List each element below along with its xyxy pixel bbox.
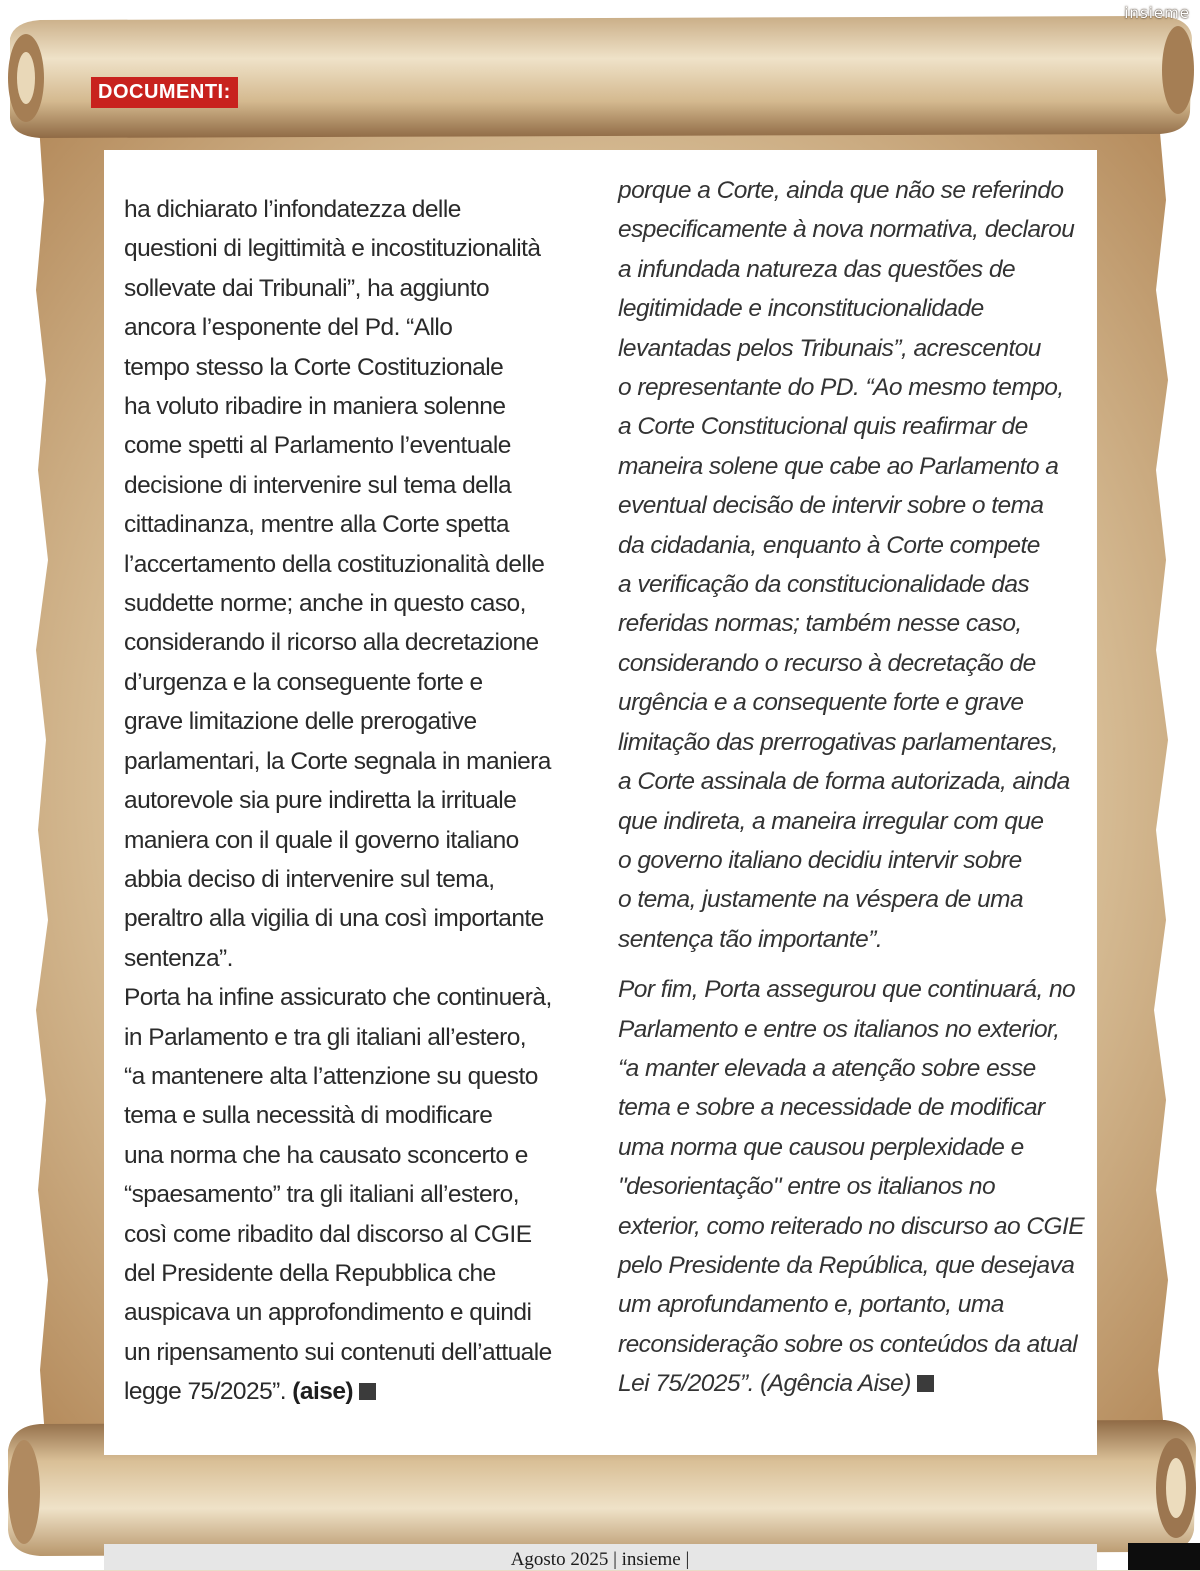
portuguese-text-line: o governo italiano decidiu intervir sobre xyxy=(618,846,1022,874)
portuguese-text-line: eventual decisão de intervir sobre o tema xyxy=(618,492,1044,520)
portuguese-text-line: sentença tão importante”. xyxy=(618,925,883,953)
italian-text-line: una norma che ha causato sconcerto e xyxy=(124,1141,528,1169)
italian-text-line: autorevole sia pure indiretta la irrituale xyxy=(124,787,517,815)
italian-text-line: come spetti al Parlamento l’eventuale xyxy=(124,432,511,460)
footer-folio: Agosto 2025 | insieme | xyxy=(510,1549,690,1570)
portuguese-text-line: o representante do PD. “Ao mesmo tempo, xyxy=(618,374,1064,402)
italian-text-line: decisione di intervenire sul tema della xyxy=(124,471,512,499)
portuguese-last-text: Lei 75/2025”. (Agência Aise) xyxy=(618,1370,911,1398)
portuguese-text-line: a verificação da constitucionalidade das xyxy=(618,571,1030,599)
portuguese-text-line: legitimidade e inconstitucionalidade xyxy=(618,295,984,323)
italian-text-line: ancora l’esponente del Pd. “Allo xyxy=(124,314,453,342)
portuguese-text-line: "desorientação" entre os italianos no xyxy=(618,1173,996,1201)
section-tag: DOCUMENTI: xyxy=(91,77,238,108)
portuguese-text-line: pelo Presidente da República, que desejava xyxy=(618,1251,1075,1279)
italian-text-line: del Presidente della Repubblica che xyxy=(124,1259,496,1287)
footer-page-block xyxy=(1128,1543,1200,1570)
portuguese-text-line: limitação das prerrogativas parlamentares, xyxy=(618,728,1058,756)
end-of-article-square-icon xyxy=(917,1375,934,1392)
italian-text-line: grave limitazione delle prerogative xyxy=(124,708,477,736)
portuguese-text-line: reconsideração sobre os conteúdos da atual xyxy=(618,1330,1078,1358)
portuguese-text-line: referidas normas; também nesse caso, xyxy=(618,610,1022,638)
brand-logo: insieme xyxy=(1124,4,1190,22)
italian-text-line: maniera con il quale il governo italiano xyxy=(124,826,519,854)
italian-text-line: così come ribadito dal discorso al CGIE xyxy=(124,1220,532,1248)
portuguese-text-line: urgência e a consequente forte e grave xyxy=(618,689,1024,717)
italian-text-line: parlamentari, la Corte segnala in maniera xyxy=(124,747,551,775)
italian-text-line: questioni di legittimità e incostituzionalità xyxy=(124,235,541,263)
portuguese-text-line: porque a Corte, ainda que não se referindo xyxy=(618,177,1064,204)
italian-text-line: auspicava un approfondimento e quindi xyxy=(124,1299,532,1327)
italian-text-line: l’accertamento della costituzionalità delle xyxy=(124,550,545,578)
italian-column xyxy=(124,190,574,1412)
portuguese-closing-line xyxy=(618,1364,1078,1403)
italian-text-line: in Parlamento e tra gli italiani all’estero, xyxy=(124,1023,527,1051)
source-credit: (aise) xyxy=(292,1378,353,1406)
portuguese-text-line: uma norma que causou perplexidade e xyxy=(618,1133,1024,1161)
italian-text-line: “a mantenere alta l’attenzione su questo xyxy=(124,1062,538,1090)
portuguese-text-line: a Corte Constitucional quis reafirmar de xyxy=(618,413,1028,441)
portuguese-text-line: Parlamento e entre os italianos no exterior, xyxy=(618,1015,1060,1043)
italian-text-line: abbia deciso di intervenire sul tema, xyxy=(124,865,495,893)
portuguese-text-line: exterior, como reiterado no discurso ao CGIE xyxy=(618,1212,1085,1240)
italian-text-line: ha voluto ribadire in maniera solenne xyxy=(124,393,506,421)
italian-text-line: d’urgenza e la conseguente forte e xyxy=(124,668,483,696)
portuguese-column xyxy=(618,171,1085,1404)
italian-text-line: tema e sulla necessità di modificare xyxy=(124,1102,493,1130)
paragraph-gap xyxy=(618,959,1078,970)
portuguese-text-line: maneira solene que cabe ao Parlamento a xyxy=(618,452,1059,480)
italian-text-line: cittadinanza, mentre alla Corte spetta xyxy=(124,511,509,539)
portuguese-text-line: tema e sobre a necessidade de modificar xyxy=(618,1094,1045,1122)
portuguese-text-line: Por fim, Porta assegurou que continuará, no xyxy=(618,976,1076,1004)
italian-text-line: sentenza”. xyxy=(124,944,233,972)
italian-text-line: considerando il ricorso alla decretazione xyxy=(124,629,539,657)
portuguese-text-line: considerando o recurso à decretação de xyxy=(618,649,1036,677)
portuguese-text-line: “a manter elevada a atenção sobre esse xyxy=(618,1054,1036,1082)
portuguese-text-line: um aprofundamento e, portanto, uma xyxy=(618,1291,1004,1319)
italian-text-line: “spaesamento” tra gli italiani all’estero, xyxy=(124,1181,519,1209)
italian-text-line: peraltro alla vigilia di una così importante xyxy=(124,905,544,933)
italian-text-line: Porta ha infine assicurato che continuerà, xyxy=(124,984,552,1012)
italian-text-line: tempo stesso la Corte Costituzionale xyxy=(124,353,504,381)
portuguese-text-line: levantadas pelos Tribunais”, acrescentou xyxy=(618,334,1041,362)
italian-closing-line xyxy=(124,1372,574,1411)
italian-text-line: sollevate dai Tribunali”, ha aggiunto xyxy=(124,274,490,302)
portuguese-text-line: o tema, justamente na véspera de uma xyxy=(618,886,1024,914)
portuguese-text-line: especificamente à nova normativa, declarou xyxy=(618,216,1075,244)
portuguese-text-line: a Corte assinala de forma autorizada, ainda xyxy=(618,768,1070,796)
portuguese-text-line: da cidadania, enquanto à Corte compete xyxy=(618,531,1040,559)
italian-text-line: suddette norme; anche in questo caso, xyxy=(124,590,526,618)
portuguese-text-line: que indireta, a maneira irregular com que xyxy=(618,807,1044,835)
italian-text-line: ha dichiarato l’infondatezza delle xyxy=(124,196,461,223)
italian-last-text: legge 75/2025”. xyxy=(124,1378,293,1406)
end-of-article-square-icon xyxy=(359,1383,376,1400)
portuguese-text-line: a infundada natureza das questões de xyxy=(618,255,1016,283)
italian-text-line: un ripensamento sui contenuti dell’attuale xyxy=(124,1338,552,1366)
